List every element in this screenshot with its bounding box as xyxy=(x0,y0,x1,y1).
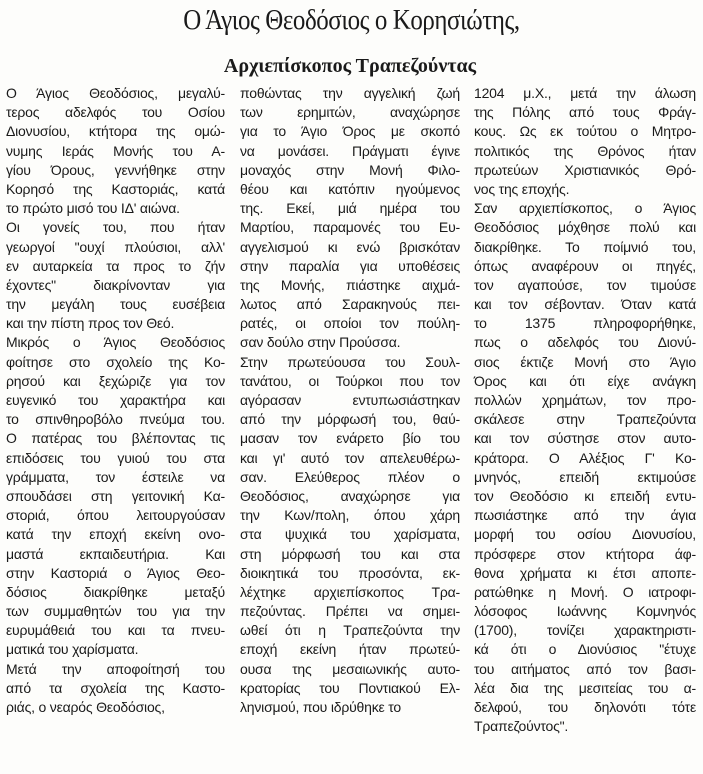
text-line: Όρος και ότι είχε ανάγκη xyxy=(474,372,696,389)
text-line: για το Άγιο Όρος με σκοπό xyxy=(240,123,460,140)
text-line: ληνισμού, που ιδρύθηκε το xyxy=(240,699,401,715)
text-line: επιδόσεις του γυιού του στα xyxy=(6,449,225,466)
text-line: Θεοδόσιος, αναχώρησε για xyxy=(240,487,460,504)
text-line: νυμης Ιεράς Μονής του Α- xyxy=(6,142,225,159)
text-line: Μαρτίου, παραμονές του Ευ- xyxy=(240,219,460,236)
text-line: φοίτησε στο σχολείο της Κο- xyxy=(6,353,225,370)
text-line: θονα χρήματα κι έτσι αποπε- xyxy=(474,564,696,581)
text-line: τερος αδελφός του Οσίου xyxy=(6,104,225,121)
text-line: λόσοφος Ιωάννης Κομνηνός xyxy=(474,603,696,620)
text-line: Ο πατέρας του βλέποντας τις xyxy=(6,430,225,447)
text-line: να μονάσει. Πράγματι έγινε xyxy=(240,142,460,159)
text-line: πως ο αδελφός του Διονύ- xyxy=(474,334,696,351)
text-line: πολλών χρημάτων, τον προ- xyxy=(474,392,696,408)
text-line: πολιτικός της Θρόνος ήταν xyxy=(474,142,696,159)
text-line: νος της εποχής. xyxy=(474,180,570,197)
text-line: σιος έκτιζε Μονή στο Άγιο xyxy=(474,353,696,370)
text-line: το πρώτο μισό του ΙΔ' αιώνα. xyxy=(6,200,180,217)
text-line: δελφού, του δηλονότι τότε xyxy=(474,699,696,715)
text-line: των συμμαθητών του για την xyxy=(6,603,225,620)
text-line: πεζούντας. Πρέπει να σημει- xyxy=(240,603,460,620)
text-line: πρόσφερε στον κτήτορα άφ- xyxy=(474,545,696,562)
text-line: (1700), τονίζει χαρακτηριστι- xyxy=(474,622,696,639)
text-line: την μεγάλη τους ευσέβεια xyxy=(6,296,225,313)
text-line: εν αυταρκεία τα προς το ζήν xyxy=(6,257,225,274)
text-line: από την μόρφωσή του, θαύ- xyxy=(240,411,460,428)
text-line: τανάτου, οι Τούρκοι που τον xyxy=(240,372,460,389)
text-line: σκάλεσε στην Τραπεζούντα xyxy=(474,411,696,428)
text-line: γεωργοί "ουχί πλούσιοι, αλλ' xyxy=(6,238,225,255)
text-line: κατά την εποχή εκείνη ονο- xyxy=(6,526,225,543)
text-line: διοικητικά του προσόντα, εκ- xyxy=(240,564,460,581)
text-line: στα ψυχικά του χαρίσματα, xyxy=(240,526,460,543)
text-line: της. Εκεί, μιά ημέρα του xyxy=(240,200,460,217)
text-line: στη μόρφωσή του και στα xyxy=(240,545,460,562)
text-line: στοριά, όπου λειτουργούσαν xyxy=(6,507,225,524)
text-line: διακρίθηκε. Το ποίμνιό του, xyxy=(474,238,696,255)
text-line: από τα σχολεία της Καστο- xyxy=(6,679,225,696)
text-line: 1204 μ.Χ., μετά την άλωση xyxy=(474,85,696,101)
text-line: Θεοδόσιος μόχθησε πολύ και xyxy=(474,219,696,236)
text-line: ματικά του χαρίσματα. xyxy=(6,641,139,658)
text-line: σπουδάσει στη γειτονική Κα- xyxy=(6,487,225,504)
text-line: ευρυμάθειά του και τα πνευ- xyxy=(6,622,225,639)
text-line: των ερημιτών, αναχώρησε xyxy=(240,104,460,121)
text-line: το σπινθηροβόλο πνεύμα του. xyxy=(6,411,225,428)
article-subtitle: Αρχιεπίσκοπος Τραπεζούντας xyxy=(223,55,477,77)
text-line: το 1375 πληροφορήθηκε, xyxy=(474,315,696,332)
text-line: κρατορίας του Ποντιακού Ελ- xyxy=(240,679,460,696)
text-line: γράμματα, τον έστειλε να xyxy=(6,468,225,485)
text-line: μοναχός στην Μονή Φιλο- xyxy=(240,161,460,178)
text-line: ουσα της μεσαιωνικής αυτο- xyxy=(240,660,460,677)
text-line: στην παραλία για υποθέσεις xyxy=(240,257,460,274)
text-line: αγόρασαν εντυπωσιάστηκαν xyxy=(240,392,460,408)
text-line: Οι γονείς του, που ήταν xyxy=(6,219,225,236)
text-line: Στην πρωτεύουσα του Σουλ- xyxy=(240,353,460,370)
text-line: ωθεί ότι η Τραπεζούντα την xyxy=(240,622,460,639)
text-line: Ο Άγιος Θεοδόσιος, μεγαλύ- xyxy=(6,85,225,101)
text-line: όπως αναφέρουν οι πηγές, xyxy=(474,257,696,274)
text-line: ρατώθηκε η Μονή. Ο ιατροφι- xyxy=(474,583,696,600)
text-line: λωτος από Σαρακηνούς πει- xyxy=(240,296,460,313)
text-line: αγγελισμού κι ενώ βρισκόταν xyxy=(240,238,460,255)
text-line: γίου Όρους, γεννήθηκε στην xyxy=(6,161,225,178)
text-line: την Κων/πολη, όπου χάρη xyxy=(240,507,460,524)
text-line: θέου και κατόπιν ηγούμενος xyxy=(240,180,460,197)
text-line: μορφή του οσίου Διονυσίου, xyxy=(474,526,696,543)
text-line: τον Θεοδόσιο κι επειδή εντυ- xyxy=(474,487,696,504)
text-line: Κορησό της Καστοριάς, κατά xyxy=(6,180,225,197)
text-line: εποχή εκείνη ήταν πρωτεύ- xyxy=(240,641,460,658)
text-line: Μικρός ο Άγιος Θεοδόσιος xyxy=(6,334,225,351)
text-line: ρατές, οι οποίοι τον πούλη- xyxy=(240,315,460,332)
text-line: κά ότι ο Διονύσιος "έτυχε xyxy=(474,641,696,658)
text-line: τον αγαπούσε, τον τιμούσε xyxy=(474,276,696,293)
text-column-1 xyxy=(6,84,225,717)
text-line: της Πόλης από τους Φράγ- xyxy=(474,104,696,121)
text-line: και τον σέβονταν. Όταν κατά xyxy=(474,296,696,313)
text-line: και τον σύστησε στον αυτο- xyxy=(474,430,696,447)
article-title: Ο Άγιος Θεοδόσιος ο Κορησιώτης, xyxy=(183,4,520,36)
text-line: και την πίστη προς τον Θεό. xyxy=(6,315,175,332)
text-line: μαστά εκπαιδευτήρια. Και xyxy=(6,545,225,562)
text-line: δόσιος διακρίθηκε μεταξύ xyxy=(6,583,225,600)
text-line: σαν δούλο στην Προύσσα. xyxy=(240,334,401,351)
text-line: έχοντες" διακρίνονταν για xyxy=(6,276,225,293)
text-column-2 xyxy=(240,84,460,717)
text-line: Μετά την αποφοίτησή του xyxy=(6,660,225,677)
text-line: Τραπεζούντος". xyxy=(474,718,569,735)
text-line: ρησού και ξεχώριζε για τον xyxy=(6,372,225,389)
text-line: Διονυσίου, κτήτορα της ομώ- xyxy=(6,123,225,140)
text-line: ευγενικό του χαρακτήρα και xyxy=(6,392,225,408)
text-line: πρωτεύων Χριστιανικός Θρό- xyxy=(474,161,696,178)
text-line: λέχτηκε αρχιεπίσκοπος Τρα- xyxy=(240,583,460,600)
text-line: πωσιάστηκε από την άγια xyxy=(474,507,696,524)
text-line: Σαν αρχιεπίσκοπος, ο Άγιος xyxy=(474,200,696,217)
text-line: μασαν τον ενάρετο βίο του xyxy=(240,430,460,447)
text-line: ποθώντας την αγγελική ζωή xyxy=(240,85,460,101)
text-line: κους. Ως εκ τούτου ο Μητρο- xyxy=(474,123,696,140)
text-line: της Μονής, πιάστηκε αιχμά- xyxy=(240,276,460,293)
text-line: λέα δια της μεσιτείας του α- xyxy=(474,679,696,696)
text-line: μνηνός, επειδή εκτιμούσε xyxy=(474,468,696,485)
text-line: ριάς, ο νεαρός Θεοδόσιος, xyxy=(6,699,165,715)
text-column-3 xyxy=(474,84,696,736)
text-line: στην Καστοριά ο Άγιος Θεο- xyxy=(6,564,225,581)
text-line: του αιτήματος από τον βασι- xyxy=(474,660,696,677)
text-line: κράτορα. Ο Αλέξιος Γ' Κο- xyxy=(474,449,696,466)
text-line: σαν. Ελεύθερος πλέον ο xyxy=(240,468,460,485)
text-line: και γι' αυτό τον απελευθέρω- xyxy=(240,449,460,466)
